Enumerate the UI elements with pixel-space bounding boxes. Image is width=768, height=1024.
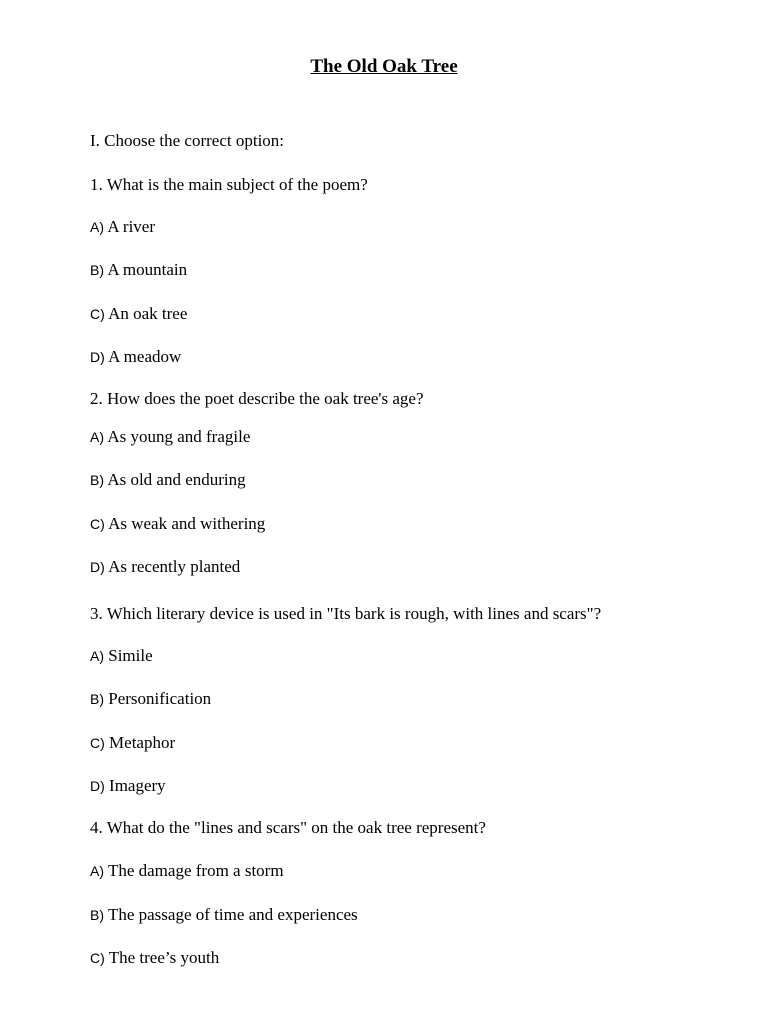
option-letter: A) bbox=[90, 648, 104, 664]
question-1-option-b bbox=[90, 259, 187, 281]
question-3-option-a bbox=[90, 645, 153, 667]
question-4: 4. What do the "lines and scars" on the oak tree represent? bbox=[90, 818, 486, 837]
option-text: Metaphor bbox=[109, 733, 176, 752]
option-text: Imagery bbox=[109, 776, 166, 795]
option-letter: C) bbox=[90, 306, 105, 322]
option-text: A mountain bbox=[107, 260, 188, 279]
option-text: As old and enduring bbox=[107, 470, 246, 489]
option-letter: B) bbox=[90, 262, 104, 278]
question-4-option-b bbox=[90, 904, 358, 926]
option-letter: C) bbox=[90, 516, 105, 532]
question-2-option-b bbox=[90, 469, 246, 491]
section-heading: I. Choose the correct option: bbox=[90, 131, 285, 150]
option-text: An oak tree bbox=[108, 304, 188, 323]
page-title: The Old Oak Tree bbox=[310, 56, 458, 77]
option-letter: A) bbox=[90, 429, 104, 445]
question-1-option-c bbox=[90, 303, 187, 325]
option-letter: D) bbox=[90, 778, 105, 794]
question-1-option-d bbox=[90, 346, 181, 368]
option-text: As recently planted bbox=[108, 557, 241, 576]
option-text: A meadow bbox=[108, 347, 182, 366]
option-text: The tree’s youth bbox=[108, 948, 220, 967]
option-letter: D) bbox=[90, 559, 105, 575]
question-1-option-a bbox=[90, 216, 155, 238]
question-3: 3. Which literary device is used in "Its bark is rough, with lines and scars"? bbox=[90, 604, 602, 623]
option-letter: B) bbox=[90, 691, 104, 707]
option-letter: A) bbox=[90, 863, 104, 879]
option-text: Personification bbox=[108, 689, 212, 708]
question-2-option-c bbox=[90, 513, 265, 535]
option-text: As young and fragile bbox=[107, 427, 251, 446]
question-2-option-a bbox=[90, 426, 250, 448]
question-2-option-d bbox=[90, 556, 240, 578]
option-letter: B) bbox=[90, 907, 104, 923]
option-letter: D) bbox=[90, 349, 105, 365]
option-letter: B) bbox=[90, 472, 104, 488]
option-text: Simile bbox=[108, 646, 153, 665]
question-3-option-d bbox=[90, 775, 166, 797]
option-text: As weak and withering bbox=[108, 514, 266, 533]
question-1: 1. What is the main subject of the poem? bbox=[90, 175, 368, 194]
question-4-option-c bbox=[90, 947, 219, 969]
question-4-option-a bbox=[90, 860, 284, 882]
option-text: The passage of time and experiences bbox=[107, 905, 358, 924]
option-text: The damage from a storm bbox=[107, 861, 284, 880]
option-letter: C) bbox=[90, 950, 105, 966]
option-letter: C) bbox=[90, 735, 105, 751]
option-text: A river bbox=[107, 217, 155, 236]
question-3-option-b bbox=[90, 688, 211, 710]
question-2: 2. How does the poet describe the oak tree's age? bbox=[90, 389, 424, 408]
question-3-option-c bbox=[90, 732, 175, 754]
option-letter: A) bbox=[90, 219, 104, 235]
